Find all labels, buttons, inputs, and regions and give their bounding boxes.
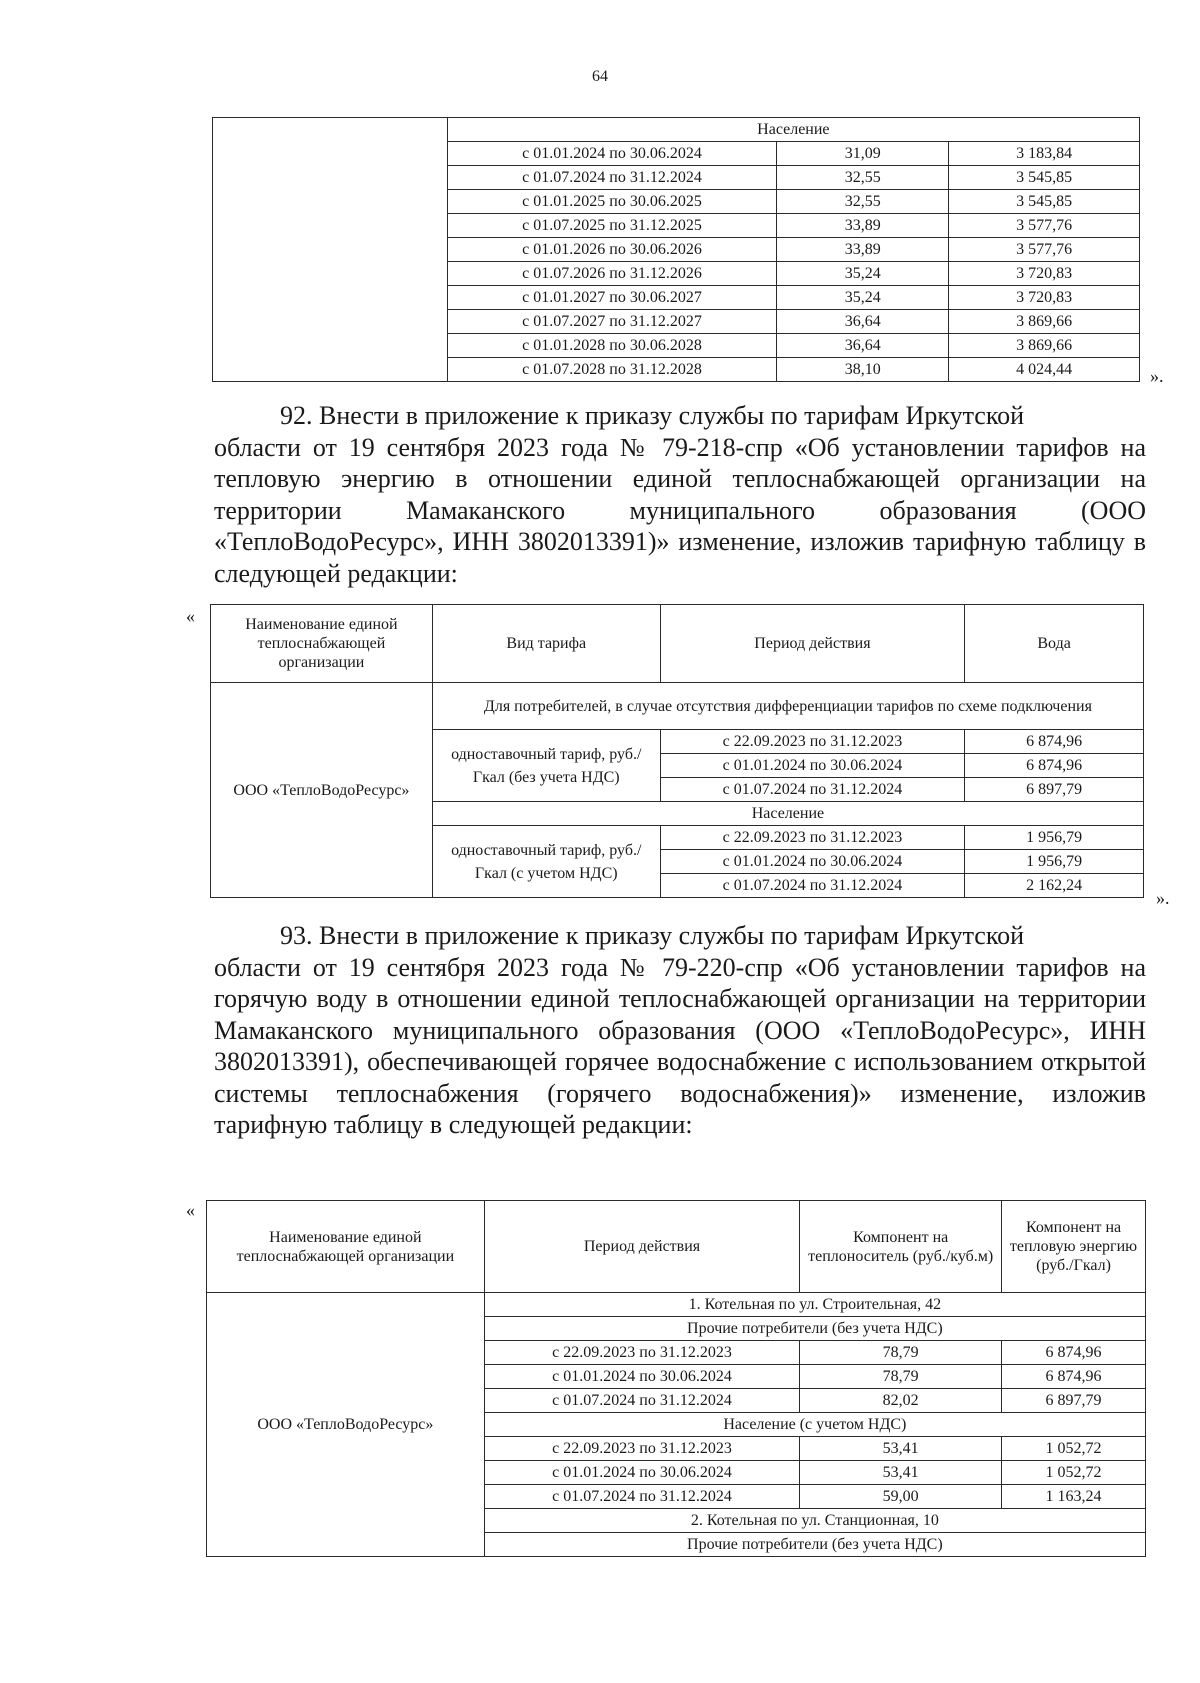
period-cell: с 01.07.2024 по 31.12.2024 bbox=[660, 874, 965, 898]
open-quote: « bbox=[186, 606, 195, 626]
section-population: Население bbox=[432, 802, 1143, 826]
carrier-cell: 33,89 bbox=[777, 238, 949, 262]
energy-cell: 4 024,44 bbox=[949, 358, 1140, 382]
period-cell: с 01.07.2024 по 31.12.2024 bbox=[447, 166, 777, 190]
period-cell: с 01.01.2024 по 30.06.2024 bbox=[660, 754, 965, 778]
water-cell: 2 162,24 bbox=[965, 874, 1144, 898]
energy-cell: 1 163,24 bbox=[1002, 1485, 1146, 1509]
open-quote: « bbox=[186, 1200, 195, 1220]
period-cell: с 01.01.2024 по 30.06.2024 bbox=[660, 850, 965, 874]
period-cell: с 22.09.2023 по 31.12.2023 bbox=[660, 826, 965, 850]
period-cell: с 22.09.2023 по 31.12.2023 bbox=[484, 1437, 800, 1461]
energy-cell: 1 052,72 bbox=[1002, 1437, 1146, 1461]
carrier-cell: 53,41 bbox=[800, 1461, 1002, 1485]
carrier-cell: 35,24 bbox=[777, 262, 949, 286]
energy-cell: 3 720,83 bbox=[949, 262, 1140, 286]
section-other: Прочие потребители (без учета НДС) bbox=[484, 1317, 1145, 1341]
energy-cell: 6 874,96 bbox=[1002, 1365, 1146, 1389]
energy-cell: 6 897,79 bbox=[1002, 1389, 1146, 1413]
period-cell: с 01.01.2024 по 30.06.2024 bbox=[484, 1461, 800, 1485]
carrier-cell: 32,55 bbox=[777, 190, 949, 214]
energy-cell: 3 183,84 bbox=[949, 142, 1140, 166]
header-period: Период действия bbox=[484, 1201, 800, 1293]
section-population: Население (с учетом НДС) bbox=[484, 1413, 1145, 1437]
close-quote: ». bbox=[1150, 366, 1164, 386]
energy-cell: 1 052,72 bbox=[1002, 1461, 1146, 1485]
energy-cell: 3 869,66 bbox=[949, 310, 1140, 334]
tariff-table-continuation bbox=[212, 117, 1140, 382]
header-tariff-type: Вид тарифа bbox=[432, 605, 660, 683]
boiler-2-header: 2. Котельная по ул. Станционная, 10 bbox=[484, 1509, 1145, 1533]
period-cell: с 01.07.2024 по 31.12.2024 bbox=[484, 1485, 800, 1509]
energy-cell: 3 720,83 bbox=[949, 286, 1140, 310]
period-cell: с 01.01.2024 по 30.06.2024 bbox=[447, 142, 777, 166]
paragraph-92-text: области от 19 сентября 2023 года № 79-218-спр «Об установлении тарифов на тепловую энергию в отношении единой теплоснабжающей организации на территории Мамаканского муниципального образования (ООО «ТеплоВодоРесурс», ИНН 3802013391)» изменение, изложив тарифную таблицу в следующей редакции: bbox=[214, 432, 1146, 588]
section-header: Население bbox=[447, 118, 1139, 142]
period-cell: с 01.01.2028 по 30.06.2028 bbox=[447, 334, 777, 358]
period-cell: с 01.01.2026 по 30.06.2026 bbox=[447, 238, 777, 262]
period-cell: с 22.09.2023 по 31.12.2023 bbox=[660, 730, 965, 754]
energy-cell: 3 869,66 bbox=[949, 334, 1140, 358]
carrier-cell: 36,64 bbox=[777, 334, 949, 358]
tariff-type-cell: одноставочный тариф, руб./Гкал (с учетом НДС) bbox=[432, 826, 660, 898]
carrier-cell: 32,55 bbox=[777, 166, 949, 190]
org-name: ООО «ТеплоВодоРесурс» bbox=[211, 683, 433, 898]
tariff-table-93 bbox=[206, 1200, 1146, 1557]
header-energy: Компонент на тепловую энергию (руб./Гкал) bbox=[1002, 1201, 1146, 1293]
tariff-type-cell: одноставочный тариф, руб./Гкал (без учета НДС) bbox=[432, 730, 660, 802]
period-cell: с 22.09.2023 по 31.12.2023 bbox=[484, 1341, 800, 1365]
period-cell: с 01.01.2024 по 30.06.2024 bbox=[484, 1365, 800, 1389]
tariff-table-92 bbox=[210, 604, 1144, 898]
org-name: ООО «ТеплоВодоРесурс» bbox=[207, 1293, 485, 1557]
header-org: Наименование единой теплоснабжающей организации bbox=[211, 605, 433, 683]
section-consumers: Для потребителей, в случае отсутствия дифференциации тарифов по схеме подключения bbox=[432, 683, 1143, 730]
header-period: Период действия bbox=[660, 605, 965, 683]
carrier-cell: 35,24 bbox=[777, 286, 949, 310]
carrier-cell: 33,89 bbox=[777, 214, 949, 238]
paragraph-93-text: области от 19 сентября 2023 года № 79-220-спр «Об установлении тарифов на горячую воду в отношении единой теплоснабжающей организации на территории Мамаканского муниципального образования (ООО «ТеплоВодоРесурс», ИНН 3802013391), обеспечивающей горячее водоснабжение с использованием открытой системы теплоснабжения (горячего водоснабжения)» изменение, изложив тарифную таблицу в следующей редакции: bbox=[214, 952, 1146, 1139]
section-other-2: Прочие потребители (без учета НДС) bbox=[484, 1533, 1145, 1557]
period-cell: с 01.07.2028 по 31.12.2028 bbox=[447, 358, 777, 382]
carrier-cell: 36,64 bbox=[777, 310, 949, 334]
water-cell: 6 897,79 bbox=[965, 778, 1144, 802]
paragraph-93-first-line: 93. Внести в приложение к приказу службы по тарифам Иркутской bbox=[280, 921, 1025, 950]
energy-cell: 6 874,96 bbox=[1002, 1341, 1146, 1365]
carrier-cell: 78,79 bbox=[800, 1341, 1002, 1365]
carrier-cell: 78,79 bbox=[800, 1365, 1002, 1389]
energy-cell: 3 577,76 bbox=[949, 238, 1140, 262]
energy-cell: 3 545,85 bbox=[949, 166, 1140, 190]
water-cell: 6 874,96 bbox=[965, 730, 1144, 754]
paragraph-92-first-line: 92. Внести в приложение к приказу службы по тарифам Иркутской bbox=[280, 401, 1025, 430]
energy-cell: 3 577,76 bbox=[949, 214, 1140, 238]
water-cell: 1 956,79 bbox=[965, 826, 1144, 850]
energy-cell: 3 545,85 bbox=[949, 190, 1140, 214]
close-quote: ». bbox=[1156, 888, 1170, 908]
header-carrier: Компонент на теплоноситель (руб./куб.м) bbox=[800, 1201, 1002, 1293]
boiler-1-header: 1. Котельная по ул. Строительная, 42 bbox=[484, 1293, 1145, 1317]
carrier-cell: 38,10 bbox=[777, 358, 949, 382]
period-cell: с 01.07.2025 по 31.12.2025 bbox=[447, 214, 777, 238]
paragraph-93 bbox=[214, 920, 1146, 1141]
page-number: 64 bbox=[592, 68, 608, 85]
period-cell: с 01.07.2024 по 31.12.2024 bbox=[660, 778, 965, 802]
period-cell: с 01.07.2027 по 31.12.2027 bbox=[447, 310, 777, 334]
period-cell: с 01.01.2027 по 30.06.2027 bbox=[447, 286, 777, 310]
water-cell: 1 956,79 bbox=[965, 850, 1144, 874]
period-cell: с 01.07.2026 по 31.12.2026 bbox=[447, 262, 777, 286]
carrier-cell: 53,41 bbox=[800, 1437, 1002, 1461]
water-cell: 6 874,96 bbox=[965, 754, 1144, 778]
carrier-cell: 82,02 bbox=[800, 1389, 1002, 1413]
header-org: Наименование единой теплоснабжающей организации bbox=[207, 1201, 485, 1293]
paragraph-92 bbox=[214, 400, 1146, 589]
period-cell: с 01.07.2024 по 31.12.2024 bbox=[484, 1389, 800, 1413]
carrier-cell: 31,09 bbox=[777, 142, 949, 166]
carrier-cell: 59,00 bbox=[800, 1485, 1002, 1509]
header-water: Вода bbox=[965, 605, 1144, 683]
period-cell: с 01.01.2025 по 30.06.2025 bbox=[447, 190, 777, 214]
org-cell-empty bbox=[213, 118, 448, 382]
